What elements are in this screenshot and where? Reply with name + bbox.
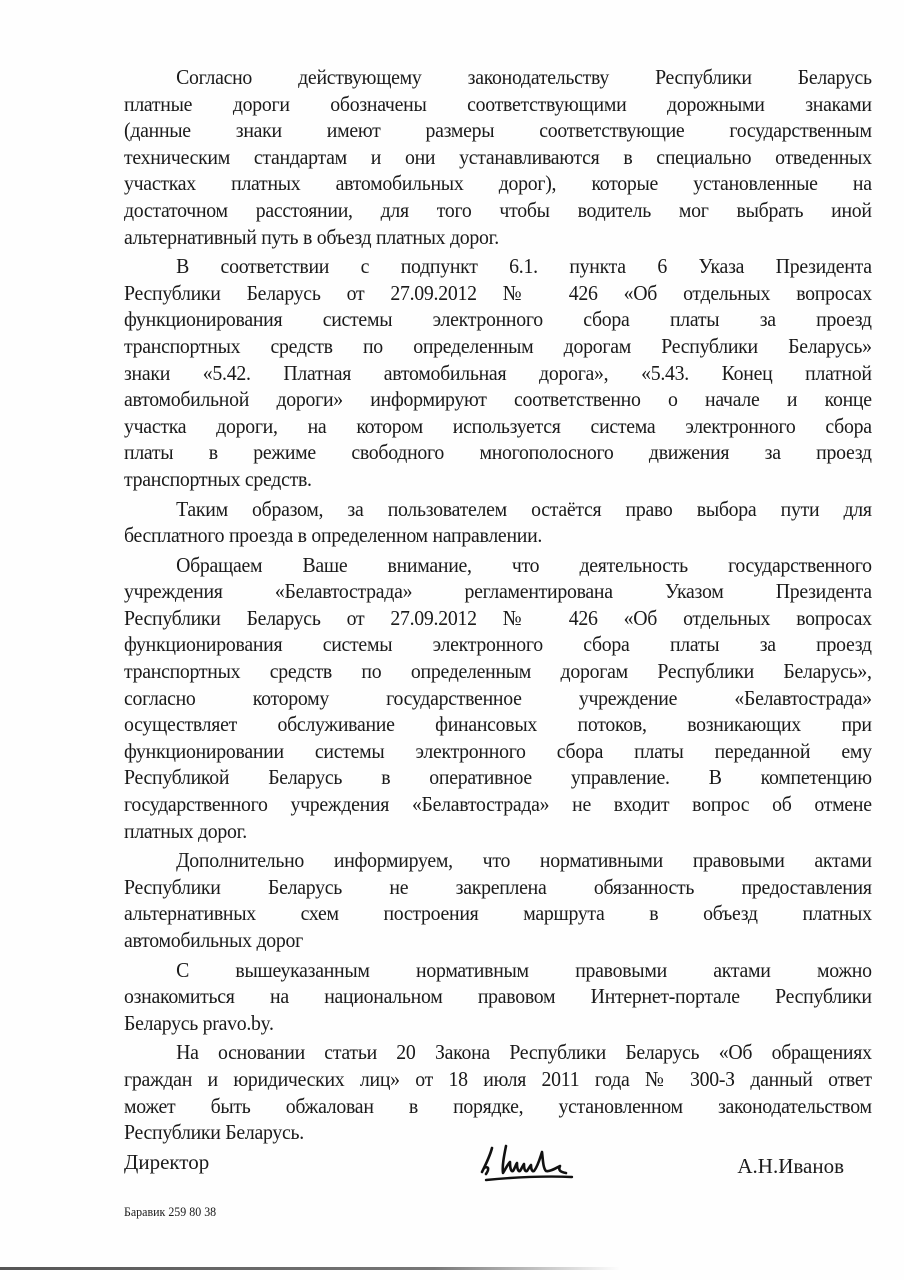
paragraph: [124, 552, 872, 845]
paragraph: [124, 253, 872, 492]
text-line: альтернативных схем построения маршрута в объезд платных: [124, 901, 872, 926]
text-line: ознакомиться на национальном правовом Интернет-портале Республики: [124, 984, 872, 1009]
text-line: Согласно действующему законодательству Республики Беларусь: [176, 65, 872, 89]
text-line: Республики Беларусь от 27.09.2012 № 426 «Об отдельных вопросах: [124, 280, 872, 305]
signature-block: [124, 1150, 872, 1190]
text-line: знаки «5.42. Платная автомобильная дорога», «5.43. Конец платной: [124, 360, 872, 385]
text-line: альтернативный путь в объезд платных дорог.: [124, 224, 499, 249]
text-line: платные дороги обозначены соответствующими дорожными знаками: [124, 91, 872, 116]
paragraph: [124, 64, 872, 250]
text-line: осуществляет обслуживание финансовых потоков, возникающих при: [124, 712, 872, 737]
text-line: государственного учреждения «Белавтострада» не входит вопрос об отмене: [124, 792, 872, 817]
text-line: Республикой Беларусь в оперативное управление. В компетенцию: [124, 765, 872, 790]
text-line: На основании статьи 20 Закона Республики Беларусь «Об обращениях: [176, 1040, 872, 1065]
text-line: участка дороги, на котором используется система электронного сбора: [124, 413, 872, 438]
text-line: Республики Беларусь.: [124, 1120, 304, 1145]
paragraph: [124, 957, 872, 1037]
text-line: бесплатного проезда в определенном направлении.: [124, 523, 543, 548]
text-line: платы в режиме свободного многополосного движения за проезд: [124, 440, 872, 465]
text-line: учреждения «Белавтострада» регламентирована Указом Президента: [124, 579, 872, 604]
text-line: Республики Беларусь не закреплена обязанность предоставления: [124, 874, 872, 899]
text-line: согласно которому государственное учреждение «Белавтострада»: [124, 685, 872, 710]
text-line: В соответствии с подпункт 6.1. пункта 6 Указа Президента: [176, 254, 872, 279]
executor-contact: Баравик 259 80 38: [124, 1204, 217, 1219]
paragraph: [124, 1039, 872, 1145]
text-line: С вышеуказанным нормативным правовыми актами можно: [176, 957, 872, 982]
text-line: Республики Беларусь от 27.09.2012 № 426 «Об отдельных вопросах: [124, 605, 872, 630]
text-line: функционирования системы электронного сбора платы за проезд: [124, 632, 872, 657]
signer-title: Директор: [124, 1150, 210, 1174]
signer-name: А.Н.Иванов: [737, 1154, 844, 1178]
text-line: автомобильной дороги» информируют соответственно о начале и конце: [124, 387, 872, 412]
paragraph: [124, 496, 872, 549]
text-line: Обращаем Ваше внимание, что деятельность государственного: [176, 552, 872, 577]
scan-edge-divider: [0, 1267, 620, 1270]
text-line: транспортных средств по определенным дорогам Республики Беларусь»: [124, 333, 872, 358]
text-line: участках платных автомобильных дорог), которые установленные на: [124, 171, 872, 196]
text-line: Беларусь pravo.by.: [124, 1010, 274, 1035]
text-line: транспортных средств.: [124, 466, 312, 491]
text-line: Дополнительно информируем, что нормативными правовыми актами: [176, 848, 872, 873]
letter-body: [124, 64, 872, 1146]
text-line: Таким образом, за пользователем остаётся право выбора пути для: [176, 496, 872, 521]
handwritten-signature-icon: [476, 1138, 596, 1186]
text-line: платных дорог.: [124, 818, 247, 843]
text-line: функционирования системы электронного сбора платы за проезд: [124, 307, 872, 332]
text-line: может быть обжалован в порядке, установленном законодательством: [124, 1093, 872, 1118]
paragraph: [124, 847, 872, 953]
text-line: автомобильных дорог: [124, 928, 303, 952]
text-line: функционировании системы электронного сбора платы переданной ему: [124, 738, 872, 763]
text-line: граждан и юридических лиц» от 18 июля 2011 года № 300-З данный ответ: [124, 1066, 872, 1091]
text-line: достаточном расстоянии, для того чтобы водитель мог выбрать иной: [124, 197, 872, 222]
text-line: техническим стандартам и они устанавливаются в специально отведенных: [124, 144, 872, 169]
text-line: транспортных средств по определенным дорогам Республики Беларусь»,: [124, 659, 872, 684]
text-line: (данные знаки имеют размеры соответствующие государственным: [124, 118, 872, 143]
